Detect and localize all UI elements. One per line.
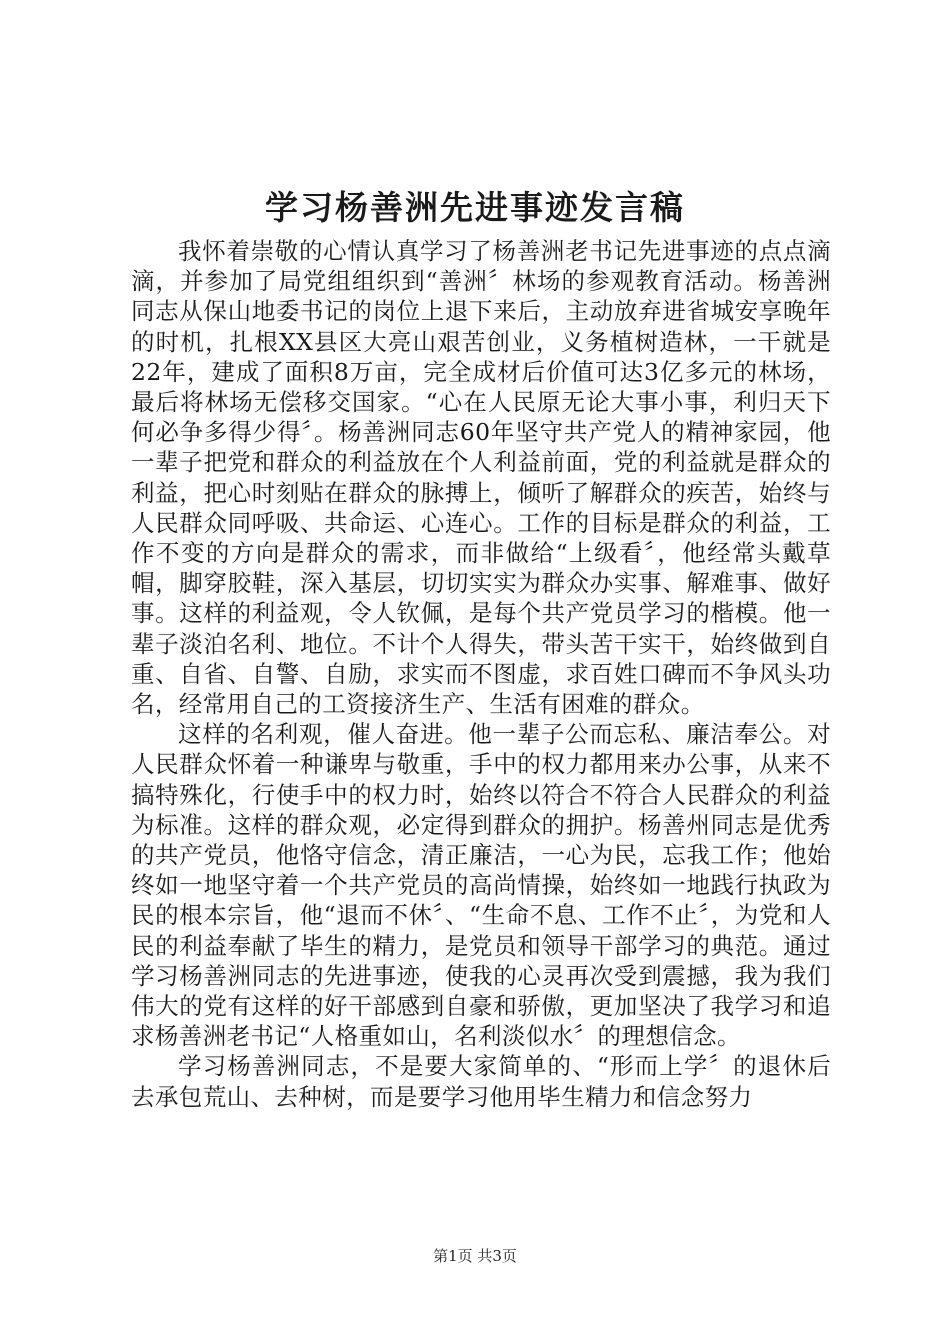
paragraph-3: 学习杨善洲同志，不是要大家简单的、“形而上学〞的退休后去承包荒山、去种树，而是要学习他用毕生精力和信念努力 [131, 1052, 831, 1111]
document-title: 学习杨善洲先进事迹发言稿 [265, 188, 685, 227]
paragraph-2: 这样的名利观，催人奋进。他一辈子公而忘私、廉洁奉公。对人民群众怀着一种谦卑与敬重，手中的权力都用来办公事，从来不搞特殊化，行使手中的权力时，始终以符合不符合人民群众的利益为标准。这样的群众观，必定得到群众的拥护。杨善州同志是优秀的共产党员，他恪守信念，清正廉洁，一心为民，忘我工作；他始终如一地坚守着一个共产党员的高尚情操，始终如一地践行执政为民的根本宗旨，他“退而不休〞、“生命不息、工作不止〞，为党和人民的利益奉献了毕生的精力，是党员和领导干部学习的典范。通过学习杨善洲同志的先进事迹，使我的心灵再次受到震撼，我为我们伟大的党有这样的好干部感到自豪和骄傲，更加坚决了我学习和追求杨善洲老书记“人格重如山，名利淡似水〞的理想信念。 [131, 720, 831, 1051]
document-body [131, 236, 831, 1112]
page-footer: 第1页 共3页 [433, 1247, 517, 1265]
paragraph-1: 我怀着崇敬的心情认真学习了杨善洲老书记先进事迹的点点滴滴，并参加了局党组组织到“善洲〞林场的参观教育活动。杨善洲同志从保山地委书记的岗位上退下来后，主动放弃进省城安享晚年的时机，扎根XX县区大亮山艰苦创业，义务植树造林，一干就是22年，建成了面积8万亩，完全成材后价值可达3亿多元的林场，最后将林场无偿移交国家。“心在人民原无论大事小事，利归天下何必争多得少得〞。杨善洲同志60年坚守共产党人的精神家园，他一辈子把党和群众的利益放在个人利益前面，党的利益就是群众的利益，把心时刻贴在群众的脉搏上，倾听了解群众的疾苦，始终与人民群众同呼吸、共命运、心连心。工作的目标是群众的利益，工作不变的方向是群众的需求，而非做给“上级看〞，他经常头戴草帽，脚穿胶鞋，深入基层，切切实实为群众办实事、解难事、做好事。这样的利益观，令人钦佩，是每个共产党员学习的楷模。他一辈子淡泊名利、地位。不计个人得失，带头苦干实干，始终做到自重、自省、自警、自励，求实而不图虚，求百姓口碑而不争风头功名，经常用自己的工资接济生产、生活有困难的群众。 [131, 237, 831, 719]
